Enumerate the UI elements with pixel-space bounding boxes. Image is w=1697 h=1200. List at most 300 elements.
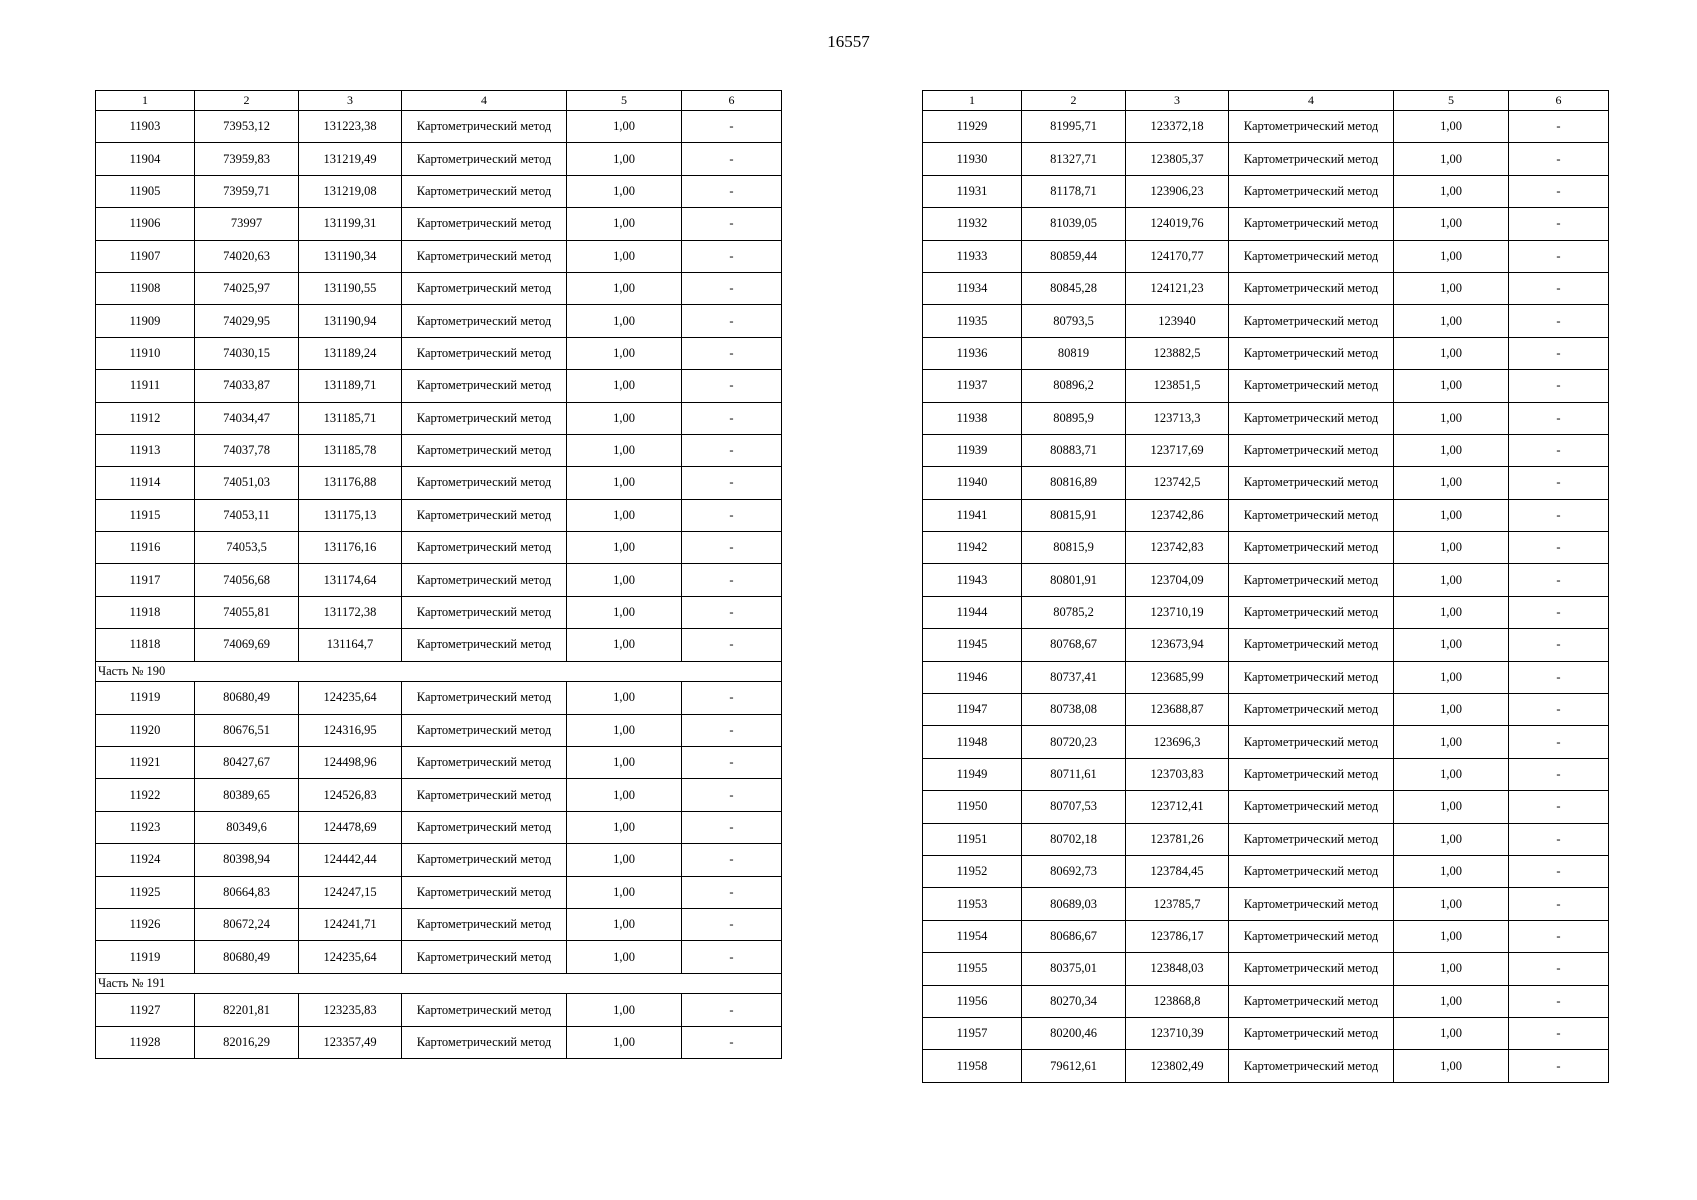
accuracy-cell: 1,00 — [567, 208, 682, 240]
note-cell: - — [682, 143, 782, 175]
table-row — [96, 811, 782, 843]
note-cell: - — [682, 629, 782, 661]
method-cell: Картометрический метод — [402, 876, 567, 908]
note-cell: - — [1509, 694, 1609, 726]
method-cell: Картометрический метод — [1229, 596, 1394, 628]
point-number-cell: 11943 — [923, 564, 1022, 596]
coord-y-cell: 123906,23 — [1126, 175, 1229, 207]
header-row — [923, 91, 1609, 111]
note-cell: - — [1509, 175, 1609, 207]
coord-y-cell: 124526,83 — [299, 779, 402, 811]
note-cell: - — [1509, 629, 1609, 661]
method-cell: Картометрический метод — [1229, 240, 1394, 272]
page-number: 16557 — [827, 32, 870, 51]
point-number-cell: 11924 — [96, 844, 195, 876]
coord-y-cell: 123851,5 — [1126, 370, 1229, 402]
note-cell: - — [682, 714, 782, 746]
coord-x-cell: 74053,11 — [195, 499, 299, 531]
method-cell: Картометрический метод — [1229, 888, 1394, 920]
coord-x-cell: 74051,03 — [195, 467, 299, 499]
accuracy-cell: 1,00 — [1394, 985, 1509, 1017]
point-number-cell: 11918 — [96, 596, 195, 628]
note-cell: - — [1509, 467, 1609, 499]
coord-y-cell: 123703,83 — [1126, 758, 1229, 790]
accuracy-cell: 1,00 — [1394, 143, 1509, 175]
coord-x-cell: 80680,49 — [195, 682, 299, 714]
note-cell: - — [1509, 823, 1609, 855]
table-row — [923, 337, 1609, 369]
table-row — [923, 564, 1609, 596]
method-cell: Картометрический метод — [1229, 532, 1394, 564]
point-number-cell: 11945 — [923, 629, 1022, 661]
coord-y-cell: 131219,49 — [299, 143, 402, 175]
point-number-cell: 11927 — [96, 994, 195, 1026]
accuracy-cell: 1,00 — [1394, 726, 1509, 758]
accuracy-cell: 1,00 — [1394, 434, 1509, 466]
accuracy-cell: 1,00 — [567, 434, 682, 466]
note-cell: - — [682, 941, 782, 973]
accuracy-cell: 1,00 — [1394, 467, 1509, 499]
table-row — [923, 111, 1609, 143]
point-number-cell: 11818 — [96, 629, 195, 661]
coord-y-cell: 124235,64 — [299, 682, 402, 714]
coord-y-cell: 131190,94 — [299, 305, 402, 337]
accuracy-cell: 1,00 — [1394, 629, 1509, 661]
accuracy-cell: 1,00 — [567, 337, 682, 369]
coord-y-cell: 123710,39 — [1126, 1017, 1229, 1049]
note-cell: - — [682, 272, 782, 304]
coord-x-cell: 82201,81 — [195, 994, 299, 1026]
table-row — [923, 726, 1609, 758]
coord-y-cell: 124498,96 — [299, 747, 402, 779]
point-number-cell: 11954 — [923, 920, 1022, 952]
coord-x-cell: 74030,15 — [195, 337, 299, 369]
column-header-1: 1 — [96, 91, 195, 111]
point-number-cell: 11937 — [923, 370, 1022, 402]
coord-y-cell: 131190,55 — [299, 272, 402, 304]
table-row — [96, 337, 782, 369]
point-number-cell: 11916 — [96, 532, 195, 564]
point-number-cell: 11939 — [923, 434, 1022, 466]
table-row — [923, 143, 1609, 175]
coord-y-cell: 123742,86 — [1126, 499, 1229, 531]
method-cell: Картометрический метод — [402, 305, 567, 337]
method-cell: Картометрический метод — [402, 994, 567, 1026]
accuracy-cell: 1,00 — [567, 941, 682, 973]
coord-x-cell: 74037,78 — [195, 434, 299, 466]
note-cell: - — [682, 747, 782, 779]
coord-x-cell: 80883,71 — [1022, 434, 1126, 466]
coord-y-cell: 124170,77 — [1126, 240, 1229, 272]
point-number-cell: 11946 — [923, 661, 1022, 693]
note-cell: - — [682, 240, 782, 272]
table-row — [96, 682, 782, 714]
point-number-cell: 11928 — [96, 1026, 195, 1058]
method-cell: Картометрический метод — [402, 564, 567, 596]
note-cell: - — [682, 994, 782, 1026]
coord-y-cell: 131185,78 — [299, 434, 402, 466]
column-header-6: 6 — [682, 91, 782, 111]
point-number-cell: 11944 — [923, 596, 1022, 628]
accuracy-cell: 1,00 — [567, 370, 682, 402]
coord-y-cell: 131176,16 — [299, 532, 402, 564]
coord-y-cell: 131185,71 — [299, 402, 402, 434]
table-row — [96, 370, 782, 402]
coord-x-cell: 80768,67 — [1022, 629, 1126, 661]
coord-x-cell: 80349,6 — [195, 811, 299, 843]
point-number-cell: 11914 — [96, 467, 195, 499]
accuracy-cell: 1,00 — [567, 499, 682, 531]
coord-y-cell: 124121,23 — [1126, 272, 1229, 304]
method-cell: Картометрический метод — [402, 908, 567, 940]
note-cell: - — [1509, 272, 1609, 304]
table-row — [923, 272, 1609, 304]
accuracy-cell: 1,00 — [567, 596, 682, 628]
point-number-cell: 11952 — [923, 855, 1022, 887]
coord-y-cell: 123704,09 — [1126, 564, 1229, 596]
point-number-cell: 11934 — [923, 272, 1022, 304]
accuracy-cell: 1,00 — [567, 305, 682, 337]
point-number-cell: 11919 — [96, 941, 195, 973]
coord-y-cell: 123696,3 — [1126, 726, 1229, 758]
table-row — [923, 953, 1609, 985]
point-number-cell: 11906 — [96, 208, 195, 240]
note-cell: - — [682, 596, 782, 628]
method-cell: Картометрический метод — [402, 747, 567, 779]
coord-x-cell: 80793,5 — [1022, 305, 1126, 337]
method-cell: Картометрический метод — [1229, 434, 1394, 466]
note-cell: - — [1509, 111, 1609, 143]
accuracy-cell: 1,00 — [1394, 1017, 1509, 1049]
table-row — [923, 920, 1609, 952]
header-row — [96, 91, 782, 111]
coord-x-cell: 80664,83 — [195, 876, 299, 908]
note-cell: - — [1509, 564, 1609, 596]
point-number-cell: 11903 — [96, 111, 195, 143]
note-cell: - — [682, 208, 782, 240]
column-header-5: 5 — [567, 91, 682, 111]
column-header-2: 2 — [1022, 91, 1126, 111]
accuracy-cell: 1,00 — [567, 908, 682, 940]
note-cell: - — [1509, 726, 1609, 758]
table-row — [96, 779, 782, 811]
point-number-cell: 11936 — [923, 337, 1022, 369]
accuracy-cell: 1,00 — [1394, 402, 1509, 434]
table-row — [96, 714, 782, 746]
coord-y-cell: 131189,24 — [299, 337, 402, 369]
method-cell: Картометрический метод — [402, 467, 567, 499]
note-cell: - — [1509, 953, 1609, 985]
coord-y-cell: 123882,5 — [1126, 337, 1229, 369]
accuracy-cell: 1,00 — [1394, 532, 1509, 564]
point-number-cell: 11935 — [923, 305, 1022, 337]
method-cell: Картометрический метод — [402, 143, 567, 175]
section-header-row — [96, 661, 782, 682]
method-cell: Картометрический метод — [1229, 694, 1394, 726]
note-cell: - — [1509, 1050, 1609, 1082]
coord-y-cell: 124235,64 — [299, 941, 402, 973]
coord-x-cell: 81039,05 — [1022, 208, 1126, 240]
accuracy-cell: 1,00 — [1394, 694, 1509, 726]
note-cell: - — [1509, 1017, 1609, 1049]
point-number-cell: 11956 — [923, 985, 1022, 1017]
coord-x-cell: 74055,81 — [195, 596, 299, 628]
table-row — [923, 888, 1609, 920]
accuracy-cell: 1,00 — [1394, 661, 1509, 693]
coord-x-cell: 74053,5 — [195, 532, 299, 564]
coord-y-cell: 124442,44 — [299, 844, 402, 876]
coord-x-cell: 80737,41 — [1022, 661, 1126, 693]
coord-x-cell: 80720,23 — [1022, 726, 1126, 758]
table-row — [96, 272, 782, 304]
table-row — [96, 240, 782, 272]
note-cell: - — [682, 532, 782, 564]
coord-x-cell: 80676,51 — [195, 714, 299, 746]
coord-y-cell: 123786,17 — [1126, 920, 1229, 952]
method-cell: Картометрический метод — [402, 240, 567, 272]
coord-y-cell: 123742,83 — [1126, 532, 1229, 564]
note-cell: - — [682, 908, 782, 940]
table-row — [923, 175, 1609, 207]
point-number-cell: 11908 — [96, 272, 195, 304]
coord-y-cell: 124019,76 — [1126, 208, 1229, 240]
method-cell: Картометрический метод — [1229, 305, 1394, 337]
coord-x-cell: 80711,61 — [1022, 758, 1126, 790]
coord-x-cell: 74034,47 — [195, 402, 299, 434]
point-number-cell: 11920 — [96, 714, 195, 746]
point-number-cell: 11948 — [923, 726, 1022, 758]
column-header-5: 5 — [1394, 91, 1509, 111]
point-number-cell: 11923 — [96, 811, 195, 843]
point-number-cell: 11955 — [923, 953, 1022, 985]
coord-x-cell: 82016,29 — [195, 1026, 299, 1058]
coord-x-cell: 80692,73 — [1022, 855, 1126, 887]
table-row — [923, 629, 1609, 661]
note-cell: - — [682, 779, 782, 811]
coord-x-cell: 81995,71 — [1022, 111, 1126, 143]
accuracy-cell: 1,00 — [1394, 564, 1509, 596]
accuracy-cell: 1,00 — [1394, 305, 1509, 337]
table-row — [923, 758, 1609, 790]
coord-y-cell: 123685,99 — [1126, 661, 1229, 693]
accuracy-cell: 1,00 — [1394, 337, 1509, 369]
coord-y-cell: 124241,71 — [299, 908, 402, 940]
point-number-cell: 11905 — [96, 175, 195, 207]
method-cell: Картометрический метод — [1229, 726, 1394, 758]
accuracy-cell: 1,00 — [567, 402, 682, 434]
coord-y-cell: 124316,95 — [299, 714, 402, 746]
column-header-6: 6 — [1509, 91, 1609, 111]
coord-y-cell: 123372,18 — [1126, 111, 1229, 143]
table-row — [96, 596, 782, 628]
accuracy-cell: 1,00 — [567, 779, 682, 811]
note-cell: - — [682, 175, 782, 207]
table-row — [96, 467, 782, 499]
column-header-4: 4 — [402, 91, 567, 111]
method-cell: Картометрический метод — [1229, 370, 1394, 402]
accuracy-cell: 1,00 — [1394, 240, 1509, 272]
coord-y-cell: 123688,87 — [1126, 694, 1229, 726]
point-number-cell: 11917 — [96, 564, 195, 596]
point-number-cell: 11912 — [96, 402, 195, 434]
note-cell: - — [682, 1026, 782, 1058]
method-cell: Картометрический метод — [1229, 499, 1394, 531]
accuracy-cell: 1,00 — [1394, 272, 1509, 304]
note-cell: - — [1509, 240, 1609, 272]
coord-x-cell: 80815,9 — [1022, 532, 1126, 564]
coord-x-cell: 73953,12 — [195, 111, 299, 143]
note-cell: - — [682, 844, 782, 876]
table-row — [923, 1050, 1609, 1082]
note-cell: - — [1509, 499, 1609, 531]
method-cell: Картометрический метод — [1229, 337, 1394, 369]
accuracy-cell: 1,00 — [567, 714, 682, 746]
method-cell: Картометрический метод — [402, 499, 567, 531]
point-number-cell: 11910 — [96, 337, 195, 369]
method-cell: Картометрический метод — [402, 337, 567, 369]
method-cell: Картометрический метод — [1229, 661, 1394, 693]
coord-y-cell: 123235,83 — [299, 994, 402, 1026]
section-label: Часть № 190 — [96, 661, 782, 682]
point-number-cell: 11950 — [923, 791, 1022, 823]
note-cell: - — [682, 811, 782, 843]
coord-x-cell: 74020,63 — [195, 240, 299, 272]
table-row — [923, 305, 1609, 337]
point-number-cell: 11922 — [96, 779, 195, 811]
coord-x-cell: 80785,2 — [1022, 596, 1126, 628]
coord-x-cell: 81327,71 — [1022, 143, 1126, 175]
point-number-cell: 11933 — [923, 240, 1022, 272]
table-row — [923, 467, 1609, 499]
coord-x-cell: 80389,65 — [195, 779, 299, 811]
table-row — [923, 855, 1609, 887]
coord-y-cell: 123802,49 — [1126, 1050, 1229, 1082]
accuracy-cell: 1,00 — [1394, 888, 1509, 920]
table-row — [923, 240, 1609, 272]
method-cell: Картометрический метод — [1229, 175, 1394, 207]
point-number-cell: 11926 — [96, 908, 195, 940]
table-row — [96, 844, 782, 876]
method-cell: Картометрический метод — [1229, 467, 1394, 499]
coord-x-cell: 80895,9 — [1022, 402, 1126, 434]
point-number-cell: 11940 — [923, 467, 1022, 499]
coord-x-cell: 80738,08 — [1022, 694, 1126, 726]
method-cell: Картометрический метод — [1229, 564, 1394, 596]
coord-y-cell: 123868,8 — [1126, 985, 1229, 1017]
coord-y-cell: 131199,31 — [299, 208, 402, 240]
accuracy-cell: 1,00 — [1394, 175, 1509, 207]
coord-x-cell: 79612,61 — [1022, 1050, 1126, 1082]
note-cell: - — [682, 876, 782, 908]
section-label: Часть № 191 — [96, 973, 782, 994]
coord-y-cell: 123710,19 — [1126, 596, 1229, 628]
note-cell: - — [1509, 791, 1609, 823]
coord-y-cell: 123713,3 — [1126, 402, 1229, 434]
method-cell: Картометрический метод — [402, 596, 567, 628]
accuracy-cell: 1,00 — [1394, 855, 1509, 887]
coord-y-cell: 131174,64 — [299, 564, 402, 596]
point-number-cell: 11931 — [923, 175, 1022, 207]
note-cell: - — [1509, 402, 1609, 434]
coord-y-cell: 131190,34 — [299, 240, 402, 272]
point-number-cell: 11925 — [96, 876, 195, 908]
accuracy-cell: 1,00 — [567, 143, 682, 175]
coord-x-cell: 74025,97 — [195, 272, 299, 304]
note-cell: - — [1509, 143, 1609, 175]
point-number-cell: 11921 — [96, 747, 195, 779]
method-cell: Картометрический метод — [1229, 855, 1394, 887]
method-cell: Картометрический метод — [402, 272, 567, 304]
note-cell: - — [682, 467, 782, 499]
coord-x-cell: 80845,28 — [1022, 272, 1126, 304]
column-header-1: 1 — [923, 91, 1022, 111]
coord-y-cell: 131176,88 — [299, 467, 402, 499]
point-number-cell: 11947 — [923, 694, 1022, 726]
method-cell: Картометрический метод — [1229, 758, 1394, 790]
note-cell: - — [1509, 434, 1609, 466]
method-cell: Картометрический метод — [402, 811, 567, 843]
method-cell: Картометрический метод — [1229, 1050, 1394, 1082]
point-number-cell: 11951 — [923, 823, 1022, 855]
accuracy-cell: 1,00 — [567, 240, 682, 272]
method-cell: Картометрический метод — [1229, 920, 1394, 952]
accuracy-cell: 1,00 — [1394, 791, 1509, 823]
accuracy-cell: 1,00 — [567, 564, 682, 596]
coord-x-cell: 80680,49 — [195, 941, 299, 973]
coord-x-cell: 80859,44 — [1022, 240, 1126, 272]
point-number-cell: 11932 — [923, 208, 1022, 240]
coord-y-cell: 123781,26 — [1126, 823, 1229, 855]
coord-x-cell: 80270,34 — [1022, 985, 1126, 1017]
point-number-cell: 11913 — [96, 434, 195, 466]
note-cell: - — [1509, 758, 1609, 790]
coord-x-cell: 80815,91 — [1022, 499, 1126, 531]
point-number-cell: 11915 — [96, 499, 195, 531]
note-cell: - — [682, 111, 782, 143]
method-cell: Картометрический метод — [402, 779, 567, 811]
method-cell: Картометрический метод — [402, 434, 567, 466]
coord-x-cell: 80816,89 — [1022, 467, 1126, 499]
note-cell: - — [1509, 920, 1609, 952]
accuracy-cell: 1,00 — [1394, 823, 1509, 855]
method-cell: Картометрический метод — [1229, 402, 1394, 434]
table-row — [923, 402, 1609, 434]
table-row — [96, 994, 782, 1026]
method-cell: Картометрический метод — [402, 844, 567, 876]
coord-x-cell: 73959,83 — [195, 143, 299, 175]
table-row — [923, 370, 1609, 402]
accuracy-cell: 1,00 — [1394, 920, 1509, 952]
table-row — [96, 305, 782, 337]
coord-x-cell: 80200,46 — [1022, 1017, 1126, 1049]
method-cell: Картометрический метод — [402, 370, 567, 402]
accuracy-cell: 1,00 — [567, 532, 682, 564]
coord-x-cell: 80819 — [1022, 337, 1126, 369]
table-row — [96, 402, 782, 434]
accuracy-cell: 1,00 — [1394, 1050, 1509, 1082]
accuracy-cell: 1,00 — [567, 629, 682, 661]
method-cell: Картометрический метод — [402, 208, 567, 240]
note-cell: - — [1509, 305, 1609, 337]
method-cell: Картометрический метод — [402, 532, 567, 564]
method-cell: Картометрический метод — [1229, 629, 1394, 661]
coord-x-cell: 80398,94 — [195, 844, 299, 876]
point-number-cell: 11957 — [923, 1017, 1022, 1049]
point-number-cell: 11958 — [923, 1050, 1022, 1082]
point-number-cell: 11941 — [923, 499, 1022, 531]
note-cell: - — [682, 370, 782, 402]
method-cell: Картометрический метод — [1229, 208, 1394, 240]
